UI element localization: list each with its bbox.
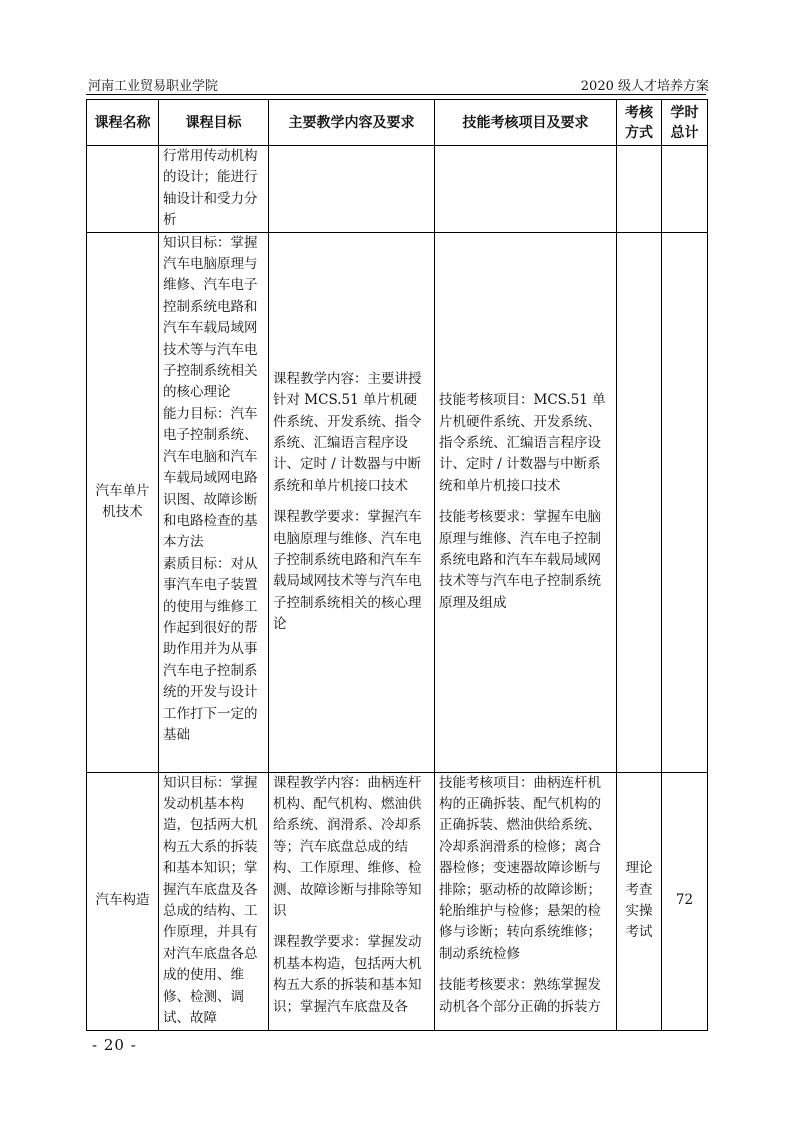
header-document-title: 2020 级人才培养方案 [580,79,709,94]
skills-cell [435,772,617,1030]
course-goal-cell: 知识目标：掌握发动机基本构造，包括两大机构五大系的拆装和基本知识；掌握汽车底盘及各总成的结构、工作原理，并具有对汽车底盘各总成的使用、维修、检测、调试、故障 [159,772,269,1030]
content-teaching-requirement: 课程教学要求：掌握发动机基本构造，包括两大机构五大系的拆装和基本知识；掌握汽车底盘及各 [273,934,422,1015]
skills-assessment-items: 技能考核项目：曲柄连杆机构的正确拆装、配气机构的正确拆装、燃油供给系统、冷却系润滑系的检修；离合器检修；变速器故障诊断与排除；驱动桥的故障诊断；轮胎维护与检修；悬架的检修与诊断；转向系统维修；制动系统检修 [439,774,601,962]
hours-cell: 72 [662,772,708,1030]
exam-method-cell [617,146,662,233]
content-cell [269,232,435,772]
content-teaching-requirement: 课程教学要求：掌握汽车电脑原理与维修、汽车电子控制系统电路和汽车车载局域网技术等与汽车电子控制系统相关的核心理论 [273,509,422,633]
skills-cell [435,232,617,772]
table-row [87,146,708,233]
header-exam-method-line2: 方式 [625,124,653,141]
content-teaching-content: 课程教学内容：主要讲授针对 MCS.51 单片机硬件系统、开发系统、指令系统、汇编语言程序设计、定时 / 计数器与中断系统和单片机接口技术 [273,370,422,494]
skills-cell [435,146,617,233]
course-goal-cell: 行常用传动机构的设计；能进行轴设计和受力分析 [159,146,269,233]
table-header-row [87,100,708,146]
hours-cell [662,232,708,772]
content-teaching-content: 课程教学内容：曲柄连杆机构、配气机构、燃油供给系统、润滑系、冷却系等；汽车底盘总成的结构、工作原理、维修、检测、故障诊断与排除等知识 [273,774,422,920]
course-goal-cell: 知识目标：掌握汽车电脑原理与维修、汽车电子控制系统电路和汽车车载局域网技术等与汽车电子控制系统相关的核心理论 能力目标：汽车电子控制系统、汽车电脑和汽车车载局域网电路识图、故障诊断和电路检查的基本方法 素质目标：对从事汽车电子装置的使用与维修工作起到很好的帮助作用并为从事汽车电子控制系统的开发与设计工作打下一定的基础 [159,232,269,772]
table-row [87,772,708,1030]
course-name-cell [87,146,159,233]
header-hours-line2: 总计 [670,124,699,141]
header-content: 主要教学内容及要求 [269,100,435,146]
skills-assessment-requirement: 技能考核要求：掌握车电脑原理与维修、汽车电子控制系统电路和汽车车载局域网技术等与汽车电子控制系统原理及组成 [439,509,601,611]
header-divider [86,94,706,95]
exam-method-cell: 理论考查实操考试 [617,772,662,1030]
curriculum-table [86,99,708,1031]
content-cell [269,772,435,1030]
header-school-name: 河南工业贸易职业学院 [88,79,219,94]
header-course-name: 课程名称 [87,100,159,146]
header-exam-method [617,100,662,146]
header-hours [662,100,708,146]
table-row [87,232,708,772]
hours-cell [662,146,708,233]
page-number: - 20 - [92,1036,137,1054]
content-cell [269,146,435,233]
header-course-goal: 课程目标 [159,100,269,146]
course-name-cell: 汽车单片机技术 [87,232,159,772]
header-exam-method-line1: 考核 [625,104,653,121]
exam-method-cell [617,232,662,772]
header-hours-line1: 学时 [670,104,699,121]
header-skills: 技能考核项目及要求 [435,100,617,146]
skills-assessment-requirement: 技能考核要求：熟练掌握发动机各个部分正确的拆装方 [439,977,601,1015]
course-name-cell: 汽车构造 [87,772,159,1030]
skills-assessment-items: 技能考核项目：MCS.51 单片机硬件系统、开发系统、指令系统、汇编语言程序设计、定时 / 计数器与中断系统和单片机接口技术 [439,392,606,494]
